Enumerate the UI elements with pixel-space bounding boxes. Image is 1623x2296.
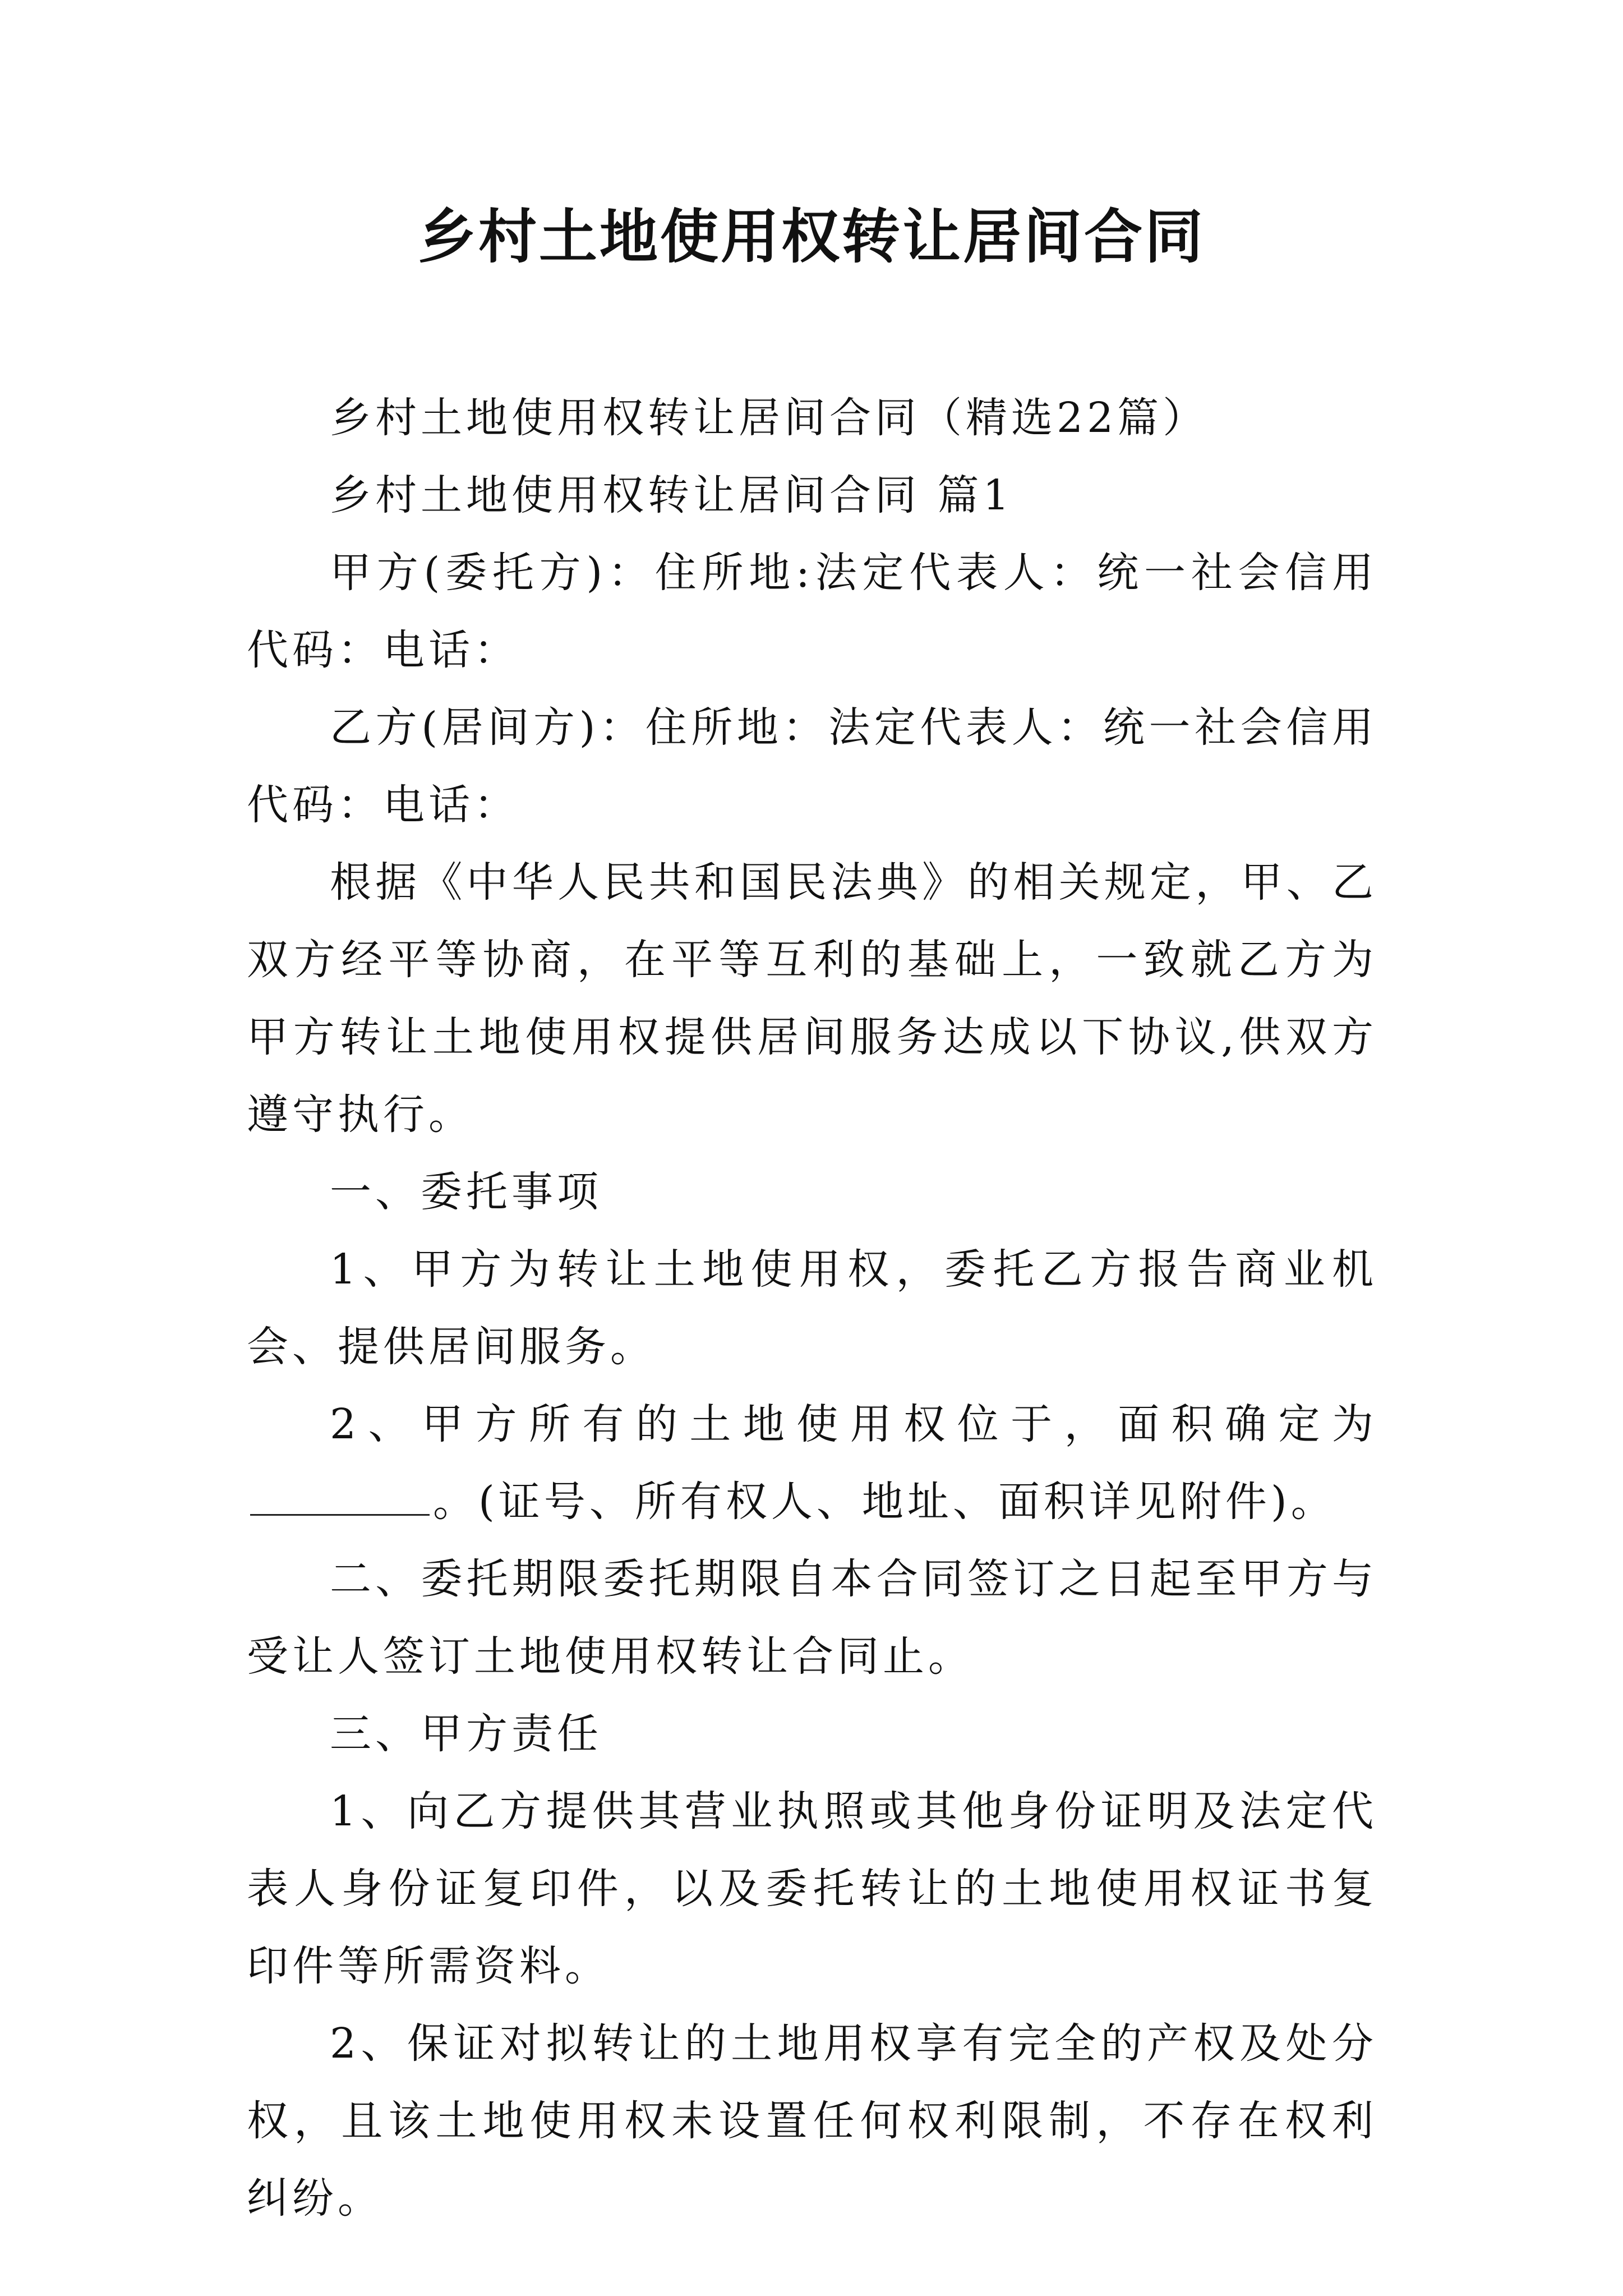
paragraph-clause-1-2 (247, 1386, 1377, 1540)
paragraph-clause-3-1: 1、向乙方提供其营业执照或其他身份证明及法定代表人身份证复印件，以及委托转让的土地使用权证书复印件等所需资料。 (247, 1787, 1377, 1990)
paragraph-clause-1-1: 1、甲方为转让土地使用权，委托乙方报告商业机会、提供居间服务。 (247, 1245, 1377, 1371)
paragraph-heading-entrusted-matters: 一、委托事项 (330, 1168, 602, 1216)
paragraph-preamble: 根据《中华人民共和国民法典》的相关规定，甲、乙双方经平等协商，在平等互利的基础上，一致就乙方为甲方转让土地使用权提供居间服务达成以下协议,供双方遵守执行。 (247, 858, 1377, 1139)
paragraph-party-b: 乙方(居间方)：住所地：法定代表人：统一社会信用代码：电话： (247, 703, 1377, 829)
clause-1-2-text-after: 。(证号、所有权人、地址、面积详见附件)。 (433, 1478, 1336, 1526)
area-blank-line (250, 1478, 430, 1516)
paragraph-heading-party-a-duties: 三、甲方责任 (330, 1710, 602, 1758)
paragraph-subtitle: 乡村土地使用权转让居间合同（精选22篇） (330, 394, 1209, 442)
clause-1-2-text-before: 2、甲方所有的土地使用权位于，面积确定为 (330, 1400, 1377, 1448)
document-body (247, 379, 1377, 2237)
paragraph-entrustment-period: 二、委托期限委托期限自本合同签订之日起至甲方与受让人签订土地使用权转让合同止。 (247, 1555, 1377, 1681)
paragraph-clause-3-2: 2、保证对拟转让的土地用权享有完全的产权及处分权，且该土地使用权未设置任何权利限制，不存在权利纠纷。 (247, 2019, 1377, 2223)
paragraph-party-a: 甲方(委托方)：住所地:法定代表人：统一社会信用代码：电话： (247, 549, 1377, 674)
paragraph-section-heading: 乡村土地使用权转让居间合同 篇1 (330, 471, 1013, 519)
document-title: 乡村土地使用权转让居间合同 (417, 203, 1205, 271)
